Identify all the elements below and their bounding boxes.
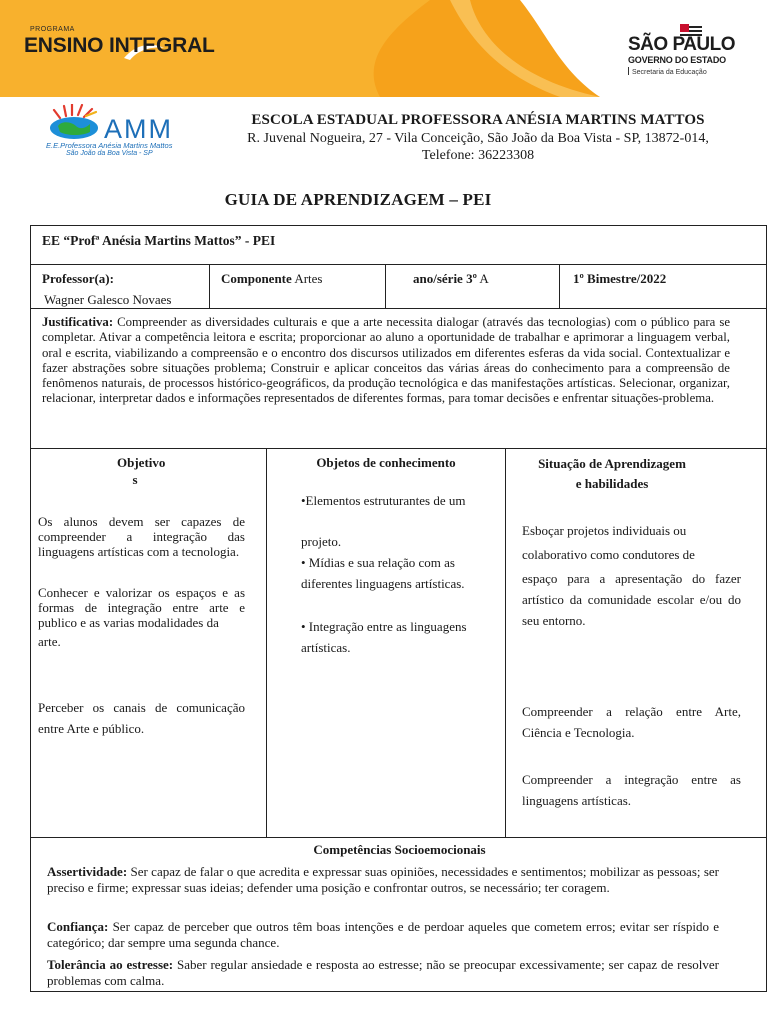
- knowledge-header: Objetos de conhecimento: [316, 455, 456, 470]
- professor-label: Professor(a):: [42, 271, 114, 286]
- row-divider: [31, 837, 766, 838]
- school-logo: [42, 104, 202, 164]
- grade-cell: [413, 271, 489, 286]
- justification-label: Justificativa:: [42, 315, 114, 329]
- competency-text: Ser capaz de falar o que acredita e expressar suas opiniões, necessidades e sentimentos; mobilizar as pessoas; ser preciso e firme; expressar suas ideias; defender uma posição e confrontar outros, se necessário; ter coragem.: [47, 864, 719, 895]
- header-banner: [0, 0, 768, 97]
- objectives-header-line1: Objetivo: [117, 455, 166, 470]
- competency-item: [47, 957, 719, 989]
- program-name: ENSINO INTEGRAL: [24, 34, 215, 57]
- grade-label: ano/série 3º: [413, 271, 477, 286]
- situation-item-text: espaço para a apresentação do fazer artístico da comunidade escolar e/ou do seu entorno.: [522, 571, 741, 628]
- state-subtitle: GOVERNO DO ESTADO: [628, 55, 726, 65]
- column-divider: [209, 264, 210, 308]
- secretariat-name: Secretaria da Educação: [628, 67, 707, 76]
- situation-item-text: Esboçar projetos individuais ou: [522, 523, 687, 538]
- school-address: R. Juvenal Nogueira, 27 - Vila Conceição, São João da Boa Vista - SP, 13872-014,: [247, 131, 709, 146]
- grade-value: A: [479, 271, 489, 286]
- column-divider: [559, 264, 560, 308]
- situation-header: [525, 454, 699, 494]
- competency-text: Saber regular ansiedade e resposta ao estresse; não se preocupar excessivamente; ser capaz de resolver problemas com calma.: [47, 957, 719, 988]
- school-header: [216, 112, 740, 164]
- competency-label: Assertividade:: [47, 864, 128, 879]
- column-divider: [266, 448, 267, 837]
- competency-item: [47, 919, 719, 951]
- component-label: Componente: [221, 271, 292, 286]
- objective-item-text: Conhecer e valorizar os espaços e as formas de integração entre arte e publico e as varias modalidades da: [38, 585, 245, 630]
- competency-text: Ser capaz de perceber que outros têm boas intenções e de perdoar aqueles que cometem erros; evitar ser ríspido e categórico; dar sempre uma segunda chance.: [47, 919, 719, 950]
- school-phone: Telefone: 36223308: [421, 148, 535, 163]
- knowledge-item: projeto.: [301, 534, 342, 549]
- situation-item-text: colaborativo como condutores de: [522, 547, 695, 562]
- justification-cell: [42, 315, 730, 407]
- competency-label: Tolerância ao estresse:: [47, 957, 174, 972]
- school-row: EE “Profª Anésia Martins Mattos” - PEI: [42, 233, 276, 248]
- row-divider: [31, 308, 766, 309]
- objectives-header-line2: s: [132, 472, 138, 487]
- period-cell: 1º Bimestre/2022: [573, 271, 667, 286]
- situation-header-line2: e habilidades: [575, 476, 649, 491]
- situation-item: Compreender a relação entre Arte, Ciência e Tecnologia.: [522, 704, 741, 740]
- program-label: PROGRAMA: [30, 26, 75, 33]
- column-divider: [505, 448, 506, 837]
- competencies-header: Competências Socioemocionais: [313, 842, 486, 857]
- column-divider: [385, 264, 386, 308]
- knowledge-item: •Elementos estruturantes de um: [301, 493, 466, 508]
- globe-icon: [42, 104, 104, 142]
- row-divider: [31, 264, 766, 265]
- objectives-header: [117, 454, 166, 488]
- learning-guide-table: [30, 225, 767, 992]
- objective-item: Perceber os canais de comunicação entre Arte e público.: [38, 700, 245, 736]
- situation-header-line1: Situação de Aprendizagem: [538, 456, 686, 471]
- competency-label: Confiança:: [47, 919, 109, 934]
- objective-item: [38, 585, 245, 649]
- knowledge-item: • Mídias e sua relação com as diferentes linguagens artísticas.: [301, 555, 465, 591]
- situation-item: Compreender a integração entre as linguagens artísticas.: [522, 772, 741, 808]
- objective-item-text: arte.: [38, 634, 61, 649]
- school-logo-letters: AMM: [104, 114, 173, 144]
- component-cell: [221, 271, 323, 286]
- knowledge-item: • Integração entre as linguagens artísticas.: [301, 619, 467, 655]
- objective-item: Os alunos devem ser capazes de compreender a integração das linguagens artísticas com a tecnologia.: [38, 514, 245, 559]
- competency-item: [47, 864, 719, 896]
- professor-name: Wagner Galesco Novaes: [44, 292, 172, 307]
- justification-text: Compreender as diversidades culturais e que a arte necessita dialogar (através das tecnologias) com o público para se completar. Ativar a competência leitora e escrita; proporcionar ao aluno a oportunidade de trabalhar e aprimorar a linguagem verbal, oral e escrita, viabilizando a compreensão e o encontro dos discursos utilizados em diferentes esferas da vida social. Contextualizar e fazer abstrações sobre situações problema; Construir e aplicar conceitos das várias áreas do conhecimento para a compreensão de fenômenos naturais, de processos histórico-geográficos, da produção tecnológica e das manifestações artísticas. Selecionar, organizar, relacionar, interpretar dados e informações representados de diferentes formas, para tomar decisões e enfrentar situações-problema.: [42, 315, 730, 406]
- row-divider: [31, 448, 766, 449]
- state-name: SÃO PAULO: [628, 34, 736, 55]
- situation-item: [522, 520, 741, 631]
- school-logo-caption: E.E.Professora Anésia Martins Mattos: [46, 141, 173, 150]
- component-value: Artes: [294, 271, 323, 286]
- document-title: GUIA DE APRENDIZAGEM – PEI: [224, 190, 492, 209]
- school-logo-city: São João da Boa Vista - SP: [66, 150, 153, 157]
- school-name: ESCOLA ESTADUAL PROFESSORA ANÉSIA MARTINS MATTOS: [251, 112, 705, 128]
- sao-paulo-government-logo: [624, 24, 754, 80]
